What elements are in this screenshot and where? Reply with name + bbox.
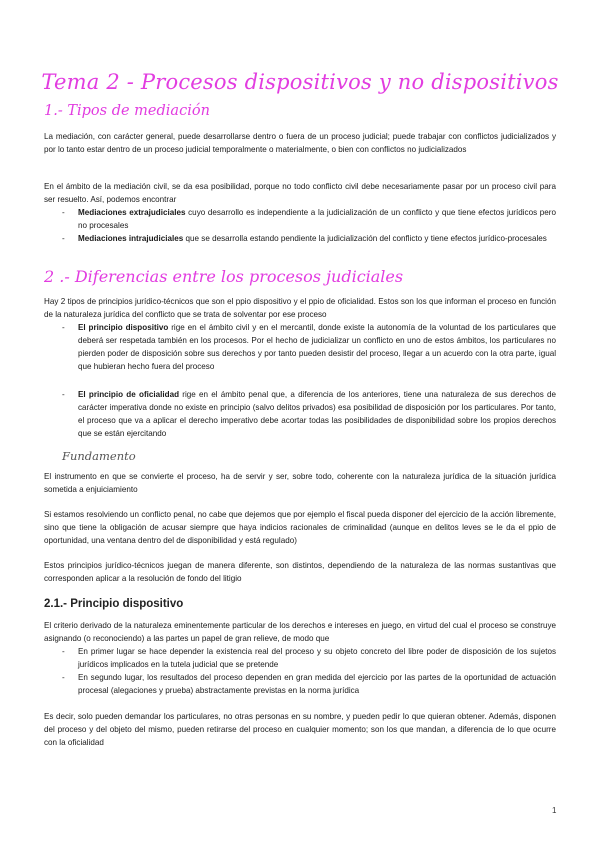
- list-item: [78, 321, 556, 373]
- section21-heading: 2.1.- Principio dispositivo: [44, 598, 184, 610]
- bullet-dash: -: [62, 323, 65, 332]
- section1-heading: 1.- Tipos de mediación: [44, 103, 210, 119]
- fundamento-paragraph-3: Estos principios jurídico-técnicos juegan de manera diferente, son distintos, dependiendo de la naturaleza de las normas sustantivas que corresponden aplicar a la resolución de fondo del litigio: [44, 561, 556, 583]
- list-item-bold: El principio dispositivo: [78, 323, 169, 332]
- list-item: En primer lugar se hace depender la existencia real del proceso y su objeto concreto del libre poder de disposición de los sujetos jurídicos implicados en la tutela judicial que se pretende: [78, 647, 556, 669]
- section21-paragraph-2: Es decir, solo pueden demandar los particulares, no otras personas en su nombre, y pueden pedir lo que quieran obtener. Además, disponen del proceso y del objeto del mismo, pueden retirarse del proceso en cualquier momento; son los que mandan, a diferencia de lo que ocurre con la oficialidad: [44, 712, 556, 747]
- section2-heading: 2 .- Diferencias entre los procesos judiciales: [44, 267, 404, 286]
- list-item-bold: Mediaciones intrajudiciales: [78, 234, 184, 243]
- list-item: En segundo lugar, los resultados del proceso dependen en gran medida del ejercicio por las partes de la oportunidad de actuación procesal (alegaciones y prueba) abstractamente previstas en la norma jurídica: [78, 673, 556, 695]
- list-item: [78, 388, 556, 440]
- document-title: Tema 2 - Procesos dispositivos y no dispositivos: [41, 70, 559, 94]
- list-item-bold: Mediaciones extrajudiciales: [78, 208, 186, 217]
- fundamento-paragraph-2: Si estamos resolviendo un conflicto penal, no cabe que dejemos que por ejemplo el fiscal pueda disponer del ejercicio de la acción libremente, sino que tiene la obligación de acusar siempre que haya indicios racionales de criminalidad (aunque en delitos leves se le da el ppio de oportunidad, una ventana dentro del de disponibilidad y está regulado): [44, 510, 556, 545]
- bullet-dash: -: [62, 234, 65, 243]
- bullet-dash: -: [62, 208, 65, 217]
- bullet-dash: -: [62, 647, 65, 656]
- bullet-dash: -: [62, 673, 65, 682]
- list-item: [78, 232, 556, 245]
- section1-paragraph-2: En el ámbito de la mediación civil, se da esa posibilidad, porque no todo conflicto civil debe necesariamente pasar por un proceso civil para ser resuelto. Así, podemos encontrar: [44, 182, 556, 204]
- list-item-bold: El principio de oficialidad: [78, 390, 180, 399]
- list-item-text: rige en el ámbito penal que, a diferencia de los anteriores, tiene una naturaleza de sus derechos de carácter imperativa donde no existe en principio (salvo delitos privados) esa posibilidad de disposición por los particulares. Por tanto, el proceso que va a aplicar el derecho imperativo debe acortar todas las posibilidades de disponibilidad sobre los propios derechos que se están ejercitando: [78, 390, 556, 438]
- section21-paragraph-1: El criterio derivado de la naturaleza eminentemente particular de los derechos e intereses en juego, en virtud del cual el proceso se construye asignando (o reconociendo) a las partes un papel de gran relieve, de modo que: [44, 621, 556, 643]
- fundamento-paragraph-1: El instrumento en que se convierte el proceso, ha de servir y ser, sobre todo, coherente con la naturaleza jurídica de la situación jurídica sometida a enjuiciamiento: [44, 472, 556, 494]
- section2-paragraph-1: Hay 2 tipos de principios jurídico-técnicos que son el ppio dispositivo y el ppio de oficialidad. Estos son los que informan el proceso en función de la naturaleza jurídica del conflicto que se trata de solventar por ese proceso: [44, 297, 556, 319]
- list-item-text: cuyo desarrollo es independiente a la judicialización de un conflicto y que tiene efectos jurídicos pero no procesales: [78, 208, 556, 230]
- list-item-text: que se desarrolla estando pendiente la judicialización del conflicto y tiene efectos jurídico-procesales: [183, 234, 547, 243]
- fundamento-heading: Fundamento: [62, 449, 136, 463]
- list-item-text: rige en el ámbito civil y en el mercantil, donde existe la autonomía de la voluntad de los particulares que deberá ser respetada también en los procesos. Por el hecho de judicializar un conflicto en uno de estos ámbitos, los particulares no pierden poder de disposición sobre sus derechos y por tanto pueden desistir del proceso, llegar a un acuerdo con la otra parte, igual que hubieran hecho fuera del proceso: [78, 323, 556, 371]
- list-item: [78, 206, 556, 232]
- page-number: 1: [552, 806, 557, 815]
- bullet-dash: -: [62, 390, 65, 399]
- section1-paragraph-1: La mediación, con carácter general, puede desarrollarse dentro o fuera de un proceso judicial; puede trabajar con conflictos judicializados y por lo tanto estar dentro de un proceso judicial temporalmente o materialmente, o bien con conflictos no judicializados: [44, 132, 556, 154]
